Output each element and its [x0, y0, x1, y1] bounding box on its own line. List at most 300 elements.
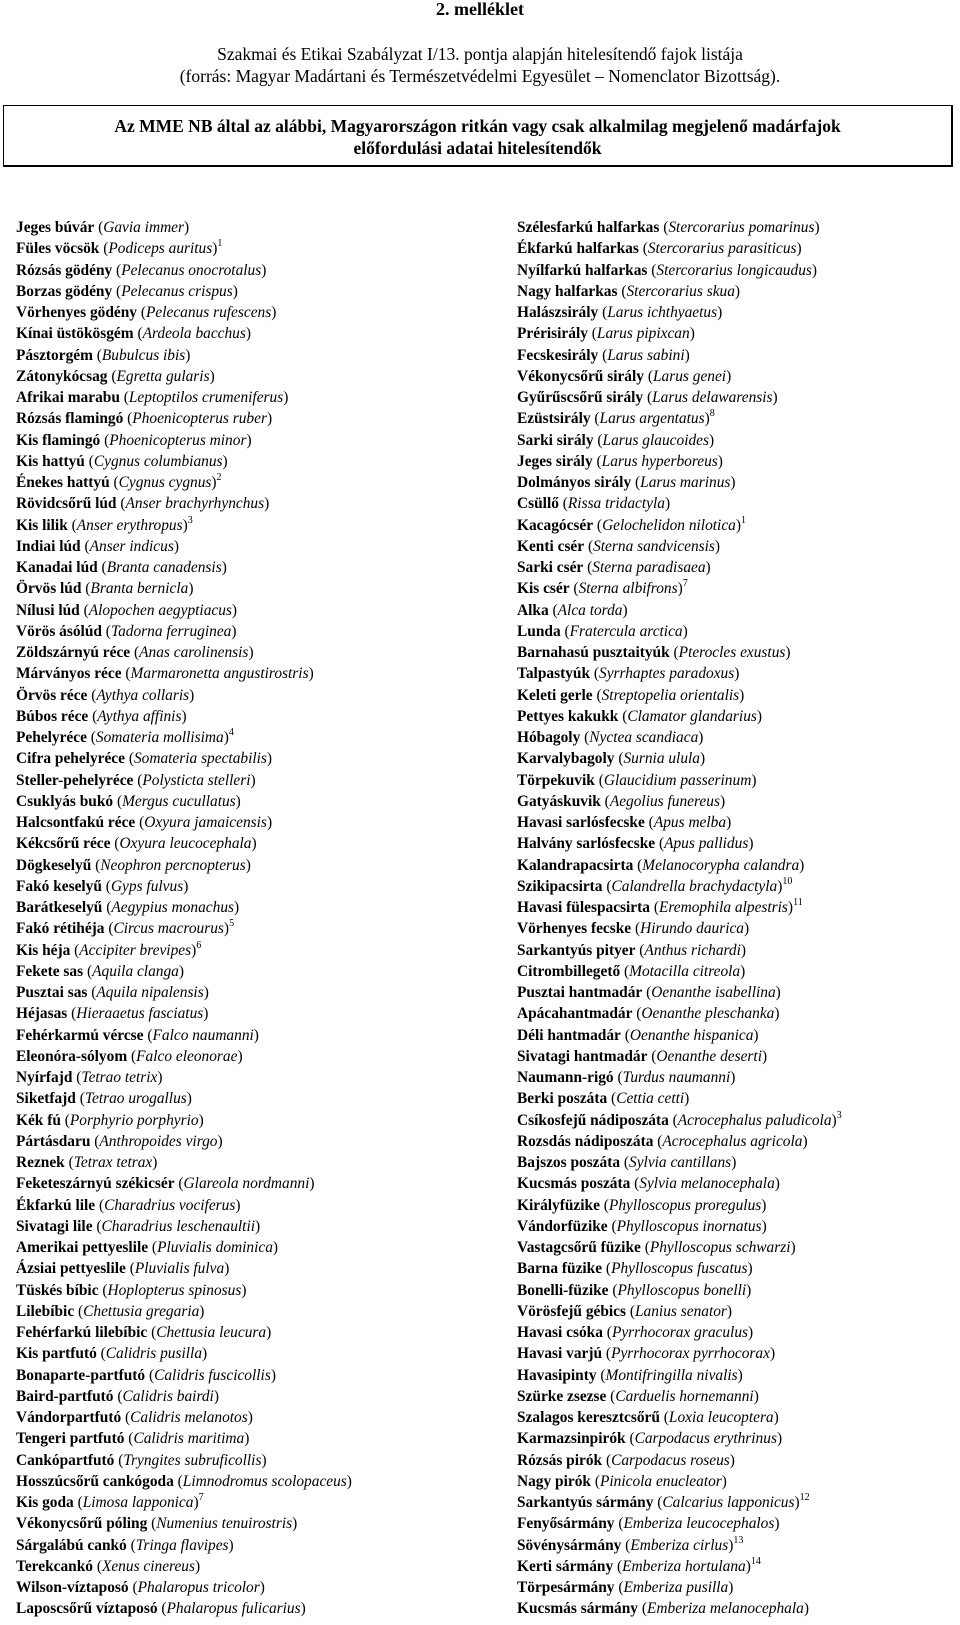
species-hungarian-name: Kékcsőrű réce: [16, 835, 111, 853]
species-latin-name: Pelecanus onocrotalus: [121, 261, 262, 279]
species-latin-name: Ardeola bacchus: [142, 325, 246, 343]
species-entry: Zátonykócsag (Egretta gularis): [16, 367, 215, 385]
species-latin-name: Alopochen aegyptiacus: [88, 601, 232, 619]
species-hungarian-name: Kucsmás poszáta: [517, 1175, 631, 1193]
species-entry: Barátkeselyű (Aegypius monachus): [16, 899, 240, 916]
species-hungarian-name: Nagy halfarkas: [517, 282, 618, 300]
species-hungarian-name: Kék fú: [16, 1111, 61, 1129]
species-entry: Gyűrűscsőrű sirály (Larus delawarensis): [517, 389, 778, 406]
species-entry: Nagy halfarkas (Stercorarius skua): [517, 282, 741, 300]
footnote-marker: 14: [750, 1555, 761, 1567]
species-entry: Örvös lúd (Branta bernicla): [16, 580, 194, 598]
species-hungarian-name: Rózsás flamingó: [16, 410, 124, 428]
footnote-marker: 13: [733, 1534, 744, 1546]
species-latin-name: Nyctea scandiaca: [589, 729, 699, 746]
species-latin-name: Acrocephalus agricola: [662, 1132, 803, 1150]
species-entry: Laposcsőrű víztaposó (Phalaropus fulicarius): [16, 1600, 306, 1618]
species-latin-name: Circus macrourus: [113, 920, 224, 938]
species-entry: Nílusi lúd (Alopochen aegyptiacus): [16, 601, 238, 619]
species-entry: Kék fú (Porphyrio porphyrio): [16, 1111, 204, 1129]
species-entry: Kínai üstökösgém (Ardeola bacchus): [16, 325, 252, 343]
species-entry: Steller-pehelyréce (Polysticta stelleri): [16, 771, 256, 789]
species-latin-name: Emberiza pusilla: [623, 1579, 729, 1596]
species-latin-name: Numenius tenuirostris: [156, 1515, 293, 1533]
species-hungarian-name: Zöldszárnyú réce: [16, 644, 131, 661]
species-entry: Bonelli-füzike (Phylloscopus bonelli): [517, 1281, 752, 1299]
species-entry: Szélesfarkú halfarkas (Stercorarius pomarinus): [517, 219, 820, 236]
species-entry: Sarkantyús sármány (Calcarius lapponicus)$^{12}$: [517, 1492, 810, 1511]
species-latin-name: Aythya collaris: [96, 686, 190, 704]
species-hungarian-name: Vékonycsőrű sirály: [517, 367, 644, 385]
species-hungarian-name: Szélesfarkú halfarkas: [517, 219, 660, 236]
species-entry: Rozsdás nádiposzáta (Acrocephalus agricola): [517, 1132, 808, 1150]
species-hungarian-name: Sivatagi hantmadár: [517, 1047, 648, 1065]
species-hungarian-name: Karmazsinpirók: [517, 1430, 626, 1448]
species-entry: Kis héja (Accipiter brevipes)$^6$: [16, 939, 202, 959]
species-hungarian-name: Bajszos poszáta: [517, 1154, 621, 1171]
species-entry: Jeges búvár (Gavia immer): [16, 219, 190, 236]
species-entry: Pusztai sas (Aquila nipalensis): [16, 984, 209, 1001]
species-hungarian-name: Héjasas: [16, 1005, 68, 1023]
species-hungarian-name: Baird-partfutó: [16, 1387, 114, 1405]
species-entry: Pártásdaru (Anthropoides virgo): [16, 1132, 223, 1150]
species-entry: Dögkeselyű (Neophron percnopterus): [16, 856, 251, 874]
species-hungarian-name: Vörhenyes fecske: [517, 920, 632, 938]
species-latin-name: Stercorarius skua: [626, 282, 735, 300]
species-entry: Pettyes kakukk (Clamator glandarius): [517, 707, 763, 725]
species-hungarian-name: Karvalybagoly: [517, 750, 615, 768]
species-entry: Sarkantyús pityer (Anthus richardi): [517, 941, 747, 959]
species-hungarian-name: Siketfajd: [16, 1090, 76, 1108]
species-hungarian-name: Csuklyás bukó: [16, 792, 114, 810]
species-entry: Törpekuvik (Glaucidium passerinum): [517, 771, 757, 789]
species-hungarian-name: Fehérfarkú lilebíbic: [16, 1324, 148, 1341]
species-latin-name: Larus hyperboreus: [601, 452, 718, 470]
species-latin-name: Hieraaetus fasciatus: [76, 1005, 204, 1023]
species-hungarian-name: Szürke zsezse: [517, 1387, 607, 1405]
species-hungarian-name: Búbos réce: [16, 707, 89, 725]
species-hungarian-name: Talpastyúk: [517, 665, 591, 683]
subtitle-line-1: Szakmai és Etikai Szabályzat I/13. pontja alapján hitelesítendő fajok listája: [217, 44, 743, 64]
species-hungarian-name: Gyűrűscsőrű sirály: [517, 389, 644, 406]
species-latin-name: Turdus naumanni: [622, 1069, 731, 1086]
species-hungarian-name: Fecskesirály: [517, 346, 599, 364]
footnote-marker: 11: [793, 897, 803, 908]
species-hungarian-name: Örvös réce: [16, 686, 88, 704]
species-entry: Pusztai hantmadár (Oenanthe isabellina): [517, 984, 781, 1001]
species-entry: Hóbagoly (Nyctea scandiaca): [517, 729, 704, 746]
species-latin-name: Calandrella brachydactyla: [611, 877, 778, 895]
footnote-marker: 7: [682, 578, 688, 590]
species-hungarian-name: Ázsiai pettyeslile: [16, 1260, 126, 1278]
species-hungarian-name: Laposcsőrű víztaposó: [16, 1600, 158, 1618]
species-latin-name: Pyrrhocorax pyrrhocorax: [611, 1345, 770, 1363]
species-entry: Halvány sarlósfecske (Apus pallidus): [517, 835, 754, 853]
species-entry: Kacagócsér (Gelochelidon nilotica)$^1$: [517, 514, 746, 534]
species-latin-name: Anas carolinensis: [139, 644, 249, 661]
footnote-marker: 12: [799, 1492, 810, 1503]
species-latin-name: Charadrius leschenaultii: [101, 1217, 255, 1235]
species-entry: Örvös réce (Aythya collaris): [16, 686, 195, 704]
species-entry: Szalagos keresztcsőrű (Loxia leucoptera): [517, 1409, 779, 1426]
species-hungarian-name: Ezüstsirály: [517, 410, 591, 428]
species-hungarian-name: Kerti sármány: [517, 1557, 614, 1575]
species-entry: Fekete sas (Aquila clanga): [16, 962, 185, 980]
species-latin-name: Egretta gularis: [116, 367, 210, 385]
species-entry: Szikipacsirta (Calandrella brachydactyla)$^{10}$: [517, 875, 793, 895]
species-latin-name: Anser brachyrhynchus: [125, 495, 265, 513]
species-latin-name: Carpodacus erythrinus: [634, 1430, 777, 1448]
species-entry: Búbos réce (Aythya affinis): [16, 707, 187, 725]
species-entry: Kis hattyú (Cygnus columbianus): [16, 452, 228, 470]
species-latin-name: Tetrax tetrax: [73, 1154, 153, 1171]
species-hungarian-name: Örvös lúd: [16, 580, 82, 598]
species-hungarian-name: Királyfüzike: [517, 1196, 600, 1214]
species-hungarian-name: Sarki csér: [517, 559, 584, 576]
species-hungarian-name: Eleonóra-sólyom: [16, 1047, 128, 1065]
species-entry: Vastagcsőrű füzike (Phylloscopus schwarzi): [517, 1239, 796, 1256]
species-hungarian-name: Ékfarkú lile: [16, 1196, 96, 1214]
species-latin-name: Stercorarius pomarinus: [668, 219, 815, 236]
species-latin-name: Bubulcus ibis: [101, 346, 186, 364]
species-entry: Pehelyréce (Somateria mollisima)$^4$: [16, 727, 234, 746]
species-hungarian-name: Vastagcsőrű füzike: [517, 1239, 641, 1256]
species-entry: Márványos réce (Marmaronetta angustirostris): [16, 665, 314, 683]
species-entry: Énekes hattyú (Cygnus cygnus)$^2$: [16, 472, 222, 491]
species-entry: Lilebíbic (Chettusia gregaria): [16, 1302, 205, 1320]
species-hungarian-name: Vándorpartfutó: [16, 1409, 122, 1426]
species-entry: Wilson-víztaposó (Phalaropus tricolor): [16, 1579, 265, 1596]
species-entry: Borzas gödény (Pelecanus crispus): [16, 282, 238, 300]
species-entry: Kenti csér (Sterna sandvicensis): [517, 537, 721, 555]
species-hungarian-name: Hóbagoly: [517, 729, 581, 746]
species-entry: Cifra pehelyréce (Somateria spectabilis): [16, 750, 273, 768]
species-latin-name: Falco eleonorae: [136, 1047, 238, 1065]
species-hungarian-name: Bonaparte-partfutó: [16, 1366, 146, 1384]
species-entry: Rózsás gödény (Pelecanus onocrotalus): [16, 261, 267, 279]
species-entry: Fecskesirály (Larus sabini): [517, 346, 690, 364]
species-latin-name: Larus genei: [652, 367, 727, 385]
species-latin-name: Hoplopterus spinosus: [107, 1281, 242, 1299]
species-entry: Fakó rétihéja (Circus macrourus)$^5$: [16, 918, 235, 938]
species-latin-name: Phoenicopterus ruber: [132, 410, 267, 428]
species-entry: Kucsmás poszáta (Sylvia melanocephala): [517, 1175, 780, 1193]
species-latin-name: Pluvialis dominica: [157, 1239, 273, 1256]
species-hungarian-name: Havasi csóka: [517, 1324, 603, 1341]
species-entry: Citrombillegető (Motacilla citreola): [517, 962, 746, 980]
species-entry: Kucsmás sármány (Emberiza melanocephala): [517, 1600, 809, 1618]
document-subtitle: [0, 43, 960, 87]
species-latin-name: Pinicola enucleator: [599, 1472, 722, 1490]
species-latin-name: Phalaropus fulicarius: [166, 1600, 301, 1618]
species-latin-name: Somateria mollisima: [95, 729, 224, 746]
species-entry: Keleti gerle (Streptopelia orientalis): [517, 686, 745, 704]
species-latin-name: Tryngites subruficollis: [123, 1451, 262, 1469]
species-latin-name: Cygnus cygnus: [118, 474, 212, 491]
species-entry: Nyílfarkú halfarkas (Stercorarius longicaudus): [517, 261, 818, 279]
species-latin-name: Emberiza melanocephala: [646, 1600, 804, 1618]
species-latin-name: Sterna sandvicensis: [593, 537, 715, 555]
species-hungarian-name: Reznek: [16, 1154, 65, 1171]
species-latin-name: Mergus cucullatus: [122, 792, 236, 810]
species-latin-name: Larus pipixcan: [596, 325, 690, 343]
species-latin-name: Phoenicopterus minor: [109, 431, 247, 449]
species-hungarian-name: Alka: [517, 601, 549, 619]
species-latin-name: Cygnus columbianus: [93, 452, 223, 470]
species-hungarian-name: Jeges sirály: [517, 452, 593, 470]
species-latin-name: Oenanthe pleschanka: [641, 1005, 775, 1023]
species-entry: Naumann-rigó (Turdus naumanni): [517, 1069, 736, 1086]
species-entry: Csíkosfejű nádiposzáta (Acrocephalus paludicola)$^3$: [517, 1109, 842, 1129]
species-entry: Fehérfarkú lilebíbic (Chettusia leucura): [16, 1324, 272, 1341]
species-latin-name: Oxyura jamaicensis: [144, 814, 267, 831]
species-hungarian-name: Füles vöcsök: [16, 240, 100, 258]
species-hungarian-name: Kenti csér: [517, 537, 585, 555]
species-entry: Kis csér (Sterna albifrons)$^7$: [517, 578, 688, 598]
species-latin-name: Sylvia melanocephala: [639, 1175, 775, 1193]
species-hungarian-name: Amerikai pettyeslile: [16, 1239, 149, 1256]
species-hungarian-name: Hosszúcsőrű cankógoda: [16, 1472, 174, 1490]
subtitle-line-2: (forrás: Magyar Madártani és Természetvédelmi Egyesület – Nomenclator Bizottság).: [179, 66, 781, 86]
footnote-marker: 4: [228, 727, 234, 738]
species-entry: Pásztorgém (Bubulcus ibis): [16, 346, 191, 364]
species-list-right: [517, 217, 842, 1620]
species-latin-name: Falco naumanni: [152, 1026, 254, 1044]
species-latin-name: Sterna paradisaea: [592, 559, 706, 576]
species-latin-name: Motacilla citreola: [629, 962, 741, 980]
species-hungarian-name: Csíkosfejű nádiposzáta: [517, 1111, 669, 1129]
species-hungarian-name: Barátkeselyű: [16, 899, 103, 916]
species-latin-name: Cettia cetti: [616, 1090, 685, 1108]
species-hungarian-name: Havasi fülespacsirta: [517, 899, 650, 916]
footnote-marker: 2: [216, 472, 222, 483]
footnote-marker: 5: [229, 918, 235, 930]
species-hungarian-name: Kis lilik: [16, 516, 68, 534]
species-entry: Szürke zsezse (Carduelis hornemanni): [517, 1387, 759, 1405]
species-entry: Barna füzike (Phylloscopus fuscatus): [517, 1260, 753, 1278]
species-hungarian-name: Steller-pehelyréce: [16, 771, 134, 789]
species-entry: Vándorfüzike (Phylloscopus inornatus): [517, 1217, 767, 1235]
species-hungarian-name: Pusztai hantmadár: [517, 984, 643, 1001]
species-latin-name: Gelochelidon nilotica: [602, 516, 736, 534]
species-hungarian-name: Havasipinty: [517, 1366, 597, 1384]
species-latin-name: Apus melba: [653, 814, 727, 831]
species-hungarian-name: Márványos réce: [16, 665, 122, 683]
species-hungarian-name: Kacagócsér: [517, 516, 594, 534]
species-hungarian-name: Pehelyréce: [16, 729, 87, 746]
species-hungarian-name: Dögkeselyű: [16, 856, 92, 874]
intro-box-line-1: Az MME NB által az alábbi, Magyarországon ritkán vagy csak alkalmilag megjelenő madárfajok: [114, 116, 841, 136]
footnote-marker: 10: [782, 875, 793, 887]
species-latin-name: Pelecanus crispus: [121, 282, 233, 300]
species-hungarian-name: Csüllő: [517, 495, 559, 513]
species-hungarian-name: Vékonycsőrű póling: [16, 1515, 148, 1533]
species-hungarian-name: Kalandrapacsirta: [517, 856, 634, 874]
species-entry: Vándorpartfutó (Calidris melanotos): [16, 1409, 253, 1426]
species-hungarian-name: Fakó keselyű: [16, 877, 102, 895]
species-entry: Sarki csér (Sterna paradisaea): [517, 559, 711, 576]
species-latin-name: Chettusia gregaria: [83, 1302, 200, 1320]
species-hungarian-name: Fehérkarmú vércse: [16, 1026, 144, 1044]
species-hungarian-name: Havasi varjú: [517, 1345, 603, 1363]
species-latin-name: Larus marinus: [640, 474, 731, 491]
species-entry: Vékonycsőrű sirály (Larus genei): [517, 367, 732, 385]
species-entry: Vörösfejű gébics (Lanius senator): [517, 1302, 733, 1320]
species-entry: Cankópartfutó (Tryngites subruficollis): [16, 1451, 267, 1469]
species-entry: Alka (Alca torda): [517, 601, 628, 619]
species-latin-name: Charadrius vociferus: [104, 1196, 236, 1214]
species-hungarian-name: Vörös ásólúd: [16, 622, 102, 640]
species-latin-name: Podiceps auritus: [108, 240, 213, 258]
species-entry: Kis partfutó (Calidris pusilla): [16, 1345, 208, 1363]
species-hungarian-name: Kis flamingó: [16, 431, 101, 449]
species-latin-name: Calcarius lapponicus: [662, 1494, 795, 1511]
species-latin-name: Tadorna ferruginea: [110, 622, 232, 640]
species-latin-name: Larus sabini: [607, 346, 685, 364]
species-latin-name: Pyrrhocorax graculus: [611, 1324, 749, 1341]
species-entry: Királyfüzike (Phylloscopus proregulus): [517, 1196, 767, 1214]
species-entry: Havasipinty (Montifringilla nivalis): [517, 1366, 743, 1384]
species-latin-name: Oenanthe deserti: [656, 1047, 762, 1065]
species-entry: Tengeri partfutó (Calidris maritima): [16, 1430, 250, 1448]
species-hungarian-name: Sarki sirály: [517, 431, 594, 449]
species-latin-name: Anthropoides virgo: [99, 1132, 218, 1150]
species-hungarian-name: Pásztorgém: [16, 346, 93, 364]
intro-box: [3, 105, 953, 167]
species-latin-name: Leptoptilos crumeniferus: [128, 389, 284, 406]
species-latin-name: Aythya affinis: [97, 707, 182, 725]
species-latin-name: Phylloscopus inornatus: [616, 1217, 762, 1235]
species-hungarian-name: Fenyősármány: [517, 1515, 615, 1533]
species-entry: Törpesármány (Emberiza pusilla): [517, 1579, 734, 1596]
species-latin-name: Lanius senator: [634, 1302, 727, 1320]
species-latin-name: Sylvia cantillans: [629, 1154, 732, 1171]
species-hungarian-name: Sarkantyús pityer: [517, 941, 636, 959]
species-latin-name: Larus delawarensis: [652, 389, 773, 406]
species-entry: Dolmányos sirály (Larus marinus): [517, 474, 736, 491]
species-hungarian-name: Sövénysármány: [517, 1536, 622, 1554]
species-hungarian-name: Halcsontfakú réce: [16, 814, 136, 831]
species-entry: Kis flamingó (Phoenicopterus minor): [16, 431, 252, 449]
species-entry: Halászsirály (Larus ichthyaetus): [517, 304, 723, 321]
species-hungarian-name: Barna füzike: [517, 1260, 603, 1278]
species-latin-name: Glareola nordmanni: [183, 1175, 310, 1193]
species-latin-name: Syrrhaptes paradoxus: [599, 665, 735, 683]
species-hungarian-name: Borzas gödény: [16, 282, 113, 300]
species-hungarian-name: Lilebíbic: [16, 1302, 75, 1320]
species-hungarian-name: Rózsás gödény: [16, 261, 113, 279]
species-hungarian-name: Wilson-víztaposó: [16, 1579, 129, 1596]
species-entry: Hosszúcsőrű cankógoda (Limnodromus scolopaceus): [16, 1472, 352, 1490]
footnote-marker: 3: [836, 1109, 842, 1121]
species-entry: Csuklyás bukó (Mergus cucullatus): [16, 792, 241, 810]
species-hungarian-name: Kis goda: [16, 1494, 74, 1511]
species-entry: Sarki sirály (Larus glaucoides): [517, 431, 715, 449]
species-hungarian-name: Kis partfutó: [16, 1345, 97, 1363]
species-entry: Rövidcsőrű lúd (Anser brachyrhynchus): [16, 495, 270, 513]
footnote-marker: 1: [741, 514, 746, 526]
species-latin-name: Phalaropus tricolor: [137, 1579, 260, 1596]
species-latin-name: Gyps fulvus: [110, 877, 184, 895]
species-hungarian-name: Szikipacsirta: [517, 877, 603, 895]
species-latin-name: Emberiza cirlus: [630, 1536, 729, 1554]
species-hungarian-name: Ékfarkú halfarkas: [517, 240, 639, 258]
intro-box-line-2: előfordulási adatai hitelesítendők: [353, 138, 602, 158]
species-hungarian-name: Jeges búvár: [16, 219, 95, 236]
species-latin-name: Branta canadensis: [106, 559, 222, 576]
annex-heading: 2. melléklet: [436, 0, 524, 19]
species-latin-name: Rissa tridactyla: [567, 495, 665, 513]
species-entry: Vörhenyes fecske (Hirundo daurica): [517, 920, 750, 938]
species-entry: Fehérkarmú vércse (Falco naumanni): [16, 1026, 259, 1044]
species-hungarian-name: Kis héja: [16, 941, 71, 959]
species-hungarian-name: Berki poszáta: [517, 1090, 608, 1108]
species-entry: Karmazsinpirók (Carpodacus erythrinus): [517, 1430, 783, 1448]
species-entry: Gatyáskuvik (Aegolius funereus): [517, 792, 726, 810]
species-latin-name: Melanocorypha calandra: [642, 856, 800, 874]
species-hungarian-name: Lunda: [517, 622, 561, 640]
species-entry: Sivatagi hantmadár (Oenanthe deserti): [517, 1047, 768, 1065]
species-hungarian-name: Pusztai sas: [16, 984, 88, 1001]
species-hungarian-name: Halászsirály: [517, 304, 599, 321]
species-hungarian-name: Nílusi lúd: [16, 601, 80, 619]
species-entry: Rózsás flamingó (Phoenicopterus ruber): [16, 410, 273, 428]
species-latin-name: Anser indicus: [89, 537, 174, 555]
species-latin-name: Phylloscopus bonelli: [617, 1281, 747, 1299]
species-latin-name: Emberiza hortulana: [622, 1557, 746, 1575]
species-latin-name: Anthus richardi: [644, 941, 741, 959]
species-hungarian-name: Prérisirály: [517, 325, 588, 343]
species-latin-name: Fratercula arctica: [569, 622, 683, 640]
footnote-marker: 3: [187, 514, 193, 526]
species-hungarian-name: Indiai lúd: [16, 537, 81, 555]
species-entry: Apácahantmadár (Oenanthe pleschanka): [517, 1005, 780, 1023]
species-latin-name: Limnodromus scolopaceus: [182, 1472, 347, 1490]
species-hungarian-name: Feketeszárnyú székicsér: [16, 1175, 175, 1193]
species-hungarian-name: Terekcankó: [16, 1557, 93, 1575]
species-latin-name: Stercorarius parasiticus: [647, 240, 797, 258]
species-entry: Ázsiai pettyeslile (Pluvialis fulva): [16, 1260, 230, 1278]
species-entry: Feketeszárnyú székicsér (Glareola nordmanni): [16, 1175, 315, 1193]
species-entry: Rózsás pirók (Carpodacus roseus): [517, 1451, 735, 1469]
footnote-marker: 1: [217, 238, 223, 250]
footnote-marker: 6: [196, 939, 202, 951]
species-entry: Lunda (Fratercula arctica): [517, 622, 688, 640]
species-hungarian-name: Rózsás pirók: [517, 1451, 603, 1469]
species-latin-name: Emberiza leucocephalos: [623, 1515, 775, 1533]
species-hungarian-name: Kínai üstökösgém: [16, 325, 134, 343]
species-hungarian-name: Rozsdás nádiposzáta: [517, 1132, 654, 1150]
species-latin-name: Chettusia leucura: [156, 1324, 267, 1341]
species-hungarian-name: Déli hantmadár: [517, 1026, 621, 1044]
species-latin-name: Phylloscopus schwarzi: [649, 1239, 791, 1256]
species-entry: Kanadai lúd (Branta canadensis): [16, 559, 227, 576]
species-entry: Talpastyúk (Syrrhaptes paradoxus): [517, 665, 740, 683]
species-latin-name: Montifringilla nivalis: [605, 1366, 738, 1384]
species-hungarian-name: Halvány sarlósfecske: [517, 835, 656, 853]
species-latin-name: Eremophila alpestris: [658, 899, 788, 916]
species-latin-name: Surnia ulula: [623, 750, 701, 768]
species-entry: Havasi sarlósfecske (Apus melba): [517, 814, 732, 831]
species-hungarian-name: Törpesármány: [517, 1579, 615, 1596]
species-entry: Bonaparte-partfutó (Calidris fuscicollis): [16, 1366, 276, 1384]
footnote-marker: 7: [198, 1492, 204, 1503]
species-latin-name: Tringa flavipes: [135, 1536, 229, 1554]
species-entry: Reznek (Tetrax tetrax): [16, 1154, 158, 1171]
species-latin-name: Marmaronetta angustirostris: [130, 665, 309, 683]
species-entry: Baird-partfutó (Calidris bairdi): [16, 1387, 219, 1405]
footnote-marker: 8: [709, 408, 715, 420]
